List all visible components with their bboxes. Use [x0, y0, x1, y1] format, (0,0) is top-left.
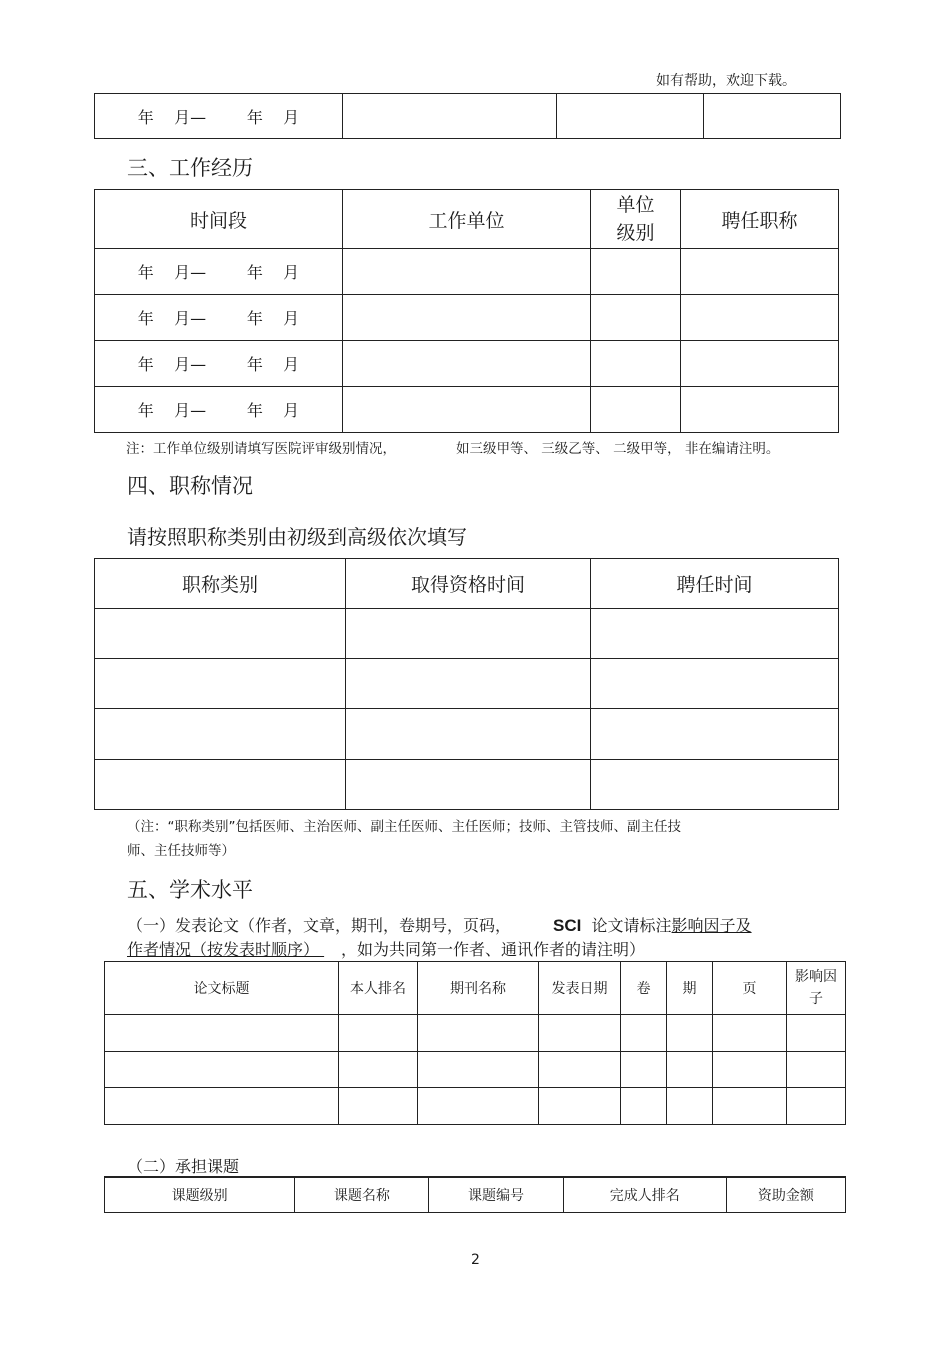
work-level-note-a: 注：工作单位级别请填写医院评审级别情况，	[126, 441, 396, 457]
table-row	[95, 659, 839, 709]
title-category-note-line1: （注：“职称类别”包括医师、主治医师、副主任医师、主任医师；技师、主管技师、副主任技	[127, 819, 681, 835]
date-range: 年 月— 年 月	[137, 401, 300, 420]
col-appointment-time: 聘任时间	[591, 559, 839, 609]
projects-table	[104, 1176, 846, 1213]
col-own-rank: 本人排名	[339, 962, 418, 1015]
col-appointed-title: 聘任职称	[681, 190, 839, 249]
work-history-table	[94, 189, 839, 433]
col-title-category: 职称类别	[95, 559, 346, 609]
col-pages: 页	[713, 962, 787, 1015]
section4-title: 四、职称情况	[127, 474, 253, 498]
page-number: 2	[471, 1252, 480, 1268]
date-range: 年 月— 年 月	[137, 355, 300, 374]
col-funding-amount: 资助金额	[726, 1177, 845, 1212]
table-row	[95, 341, 839, 387]
table-row	[95, 609, 839, 659]
table-row	[95, 295, 839, 341]
col-work-unit: 工作单位	[343, 190, 591, 249]
table-row	[105, 1052, 846, 1088]
date-range: 年 月— 年 月	[137, 309, 300, 328]
col-paper-title: 论文标题	[105, 962, 339, 1015]
table-row	[95, 760, 839, 810]
section4-instruction: 请按照职称类别由初级到高级依次填写	[127, 525, 467, 549]
table-row	[105, 1015, 846, 1052]
work-level-note-b: 如三级甲等、 三级乙等、 二级甲等， 非在编请注明。	[456, 441, 780, 457]
projects-title: （二）承担课题	[127, 1157, 240, 1176]
papers-intro-line1: （一）发表论文（作者，文章，期刊，卷期号，页码， SCI 论文请标注影响因子及	[127, 916, 752, 935]
papers-intro-line2: 作者情况（按发表时顺序） ，如为共同第一作者、通讯作者的请注明）	[127, 940, 646, 959]
section3-title: 三、工作经历	[127, 156, 253, 180]
date-range: 年 月— 年 月	[137, 107, 300, 127]
col-project-level: 课题级别	[105, 1177, 295, 1212]
title-info-table	[94, 558, 839, 810]
col-time-period: 时间段	[95, 190, 343, 249]
col-completer-rank: 完成人排名	[563, 1177, 726, 1212]
col-project-number: 课题编号	[429, 1177, 563, 1212]
papers-table	[104, 961, 846, 1125]
title-category-note-line2: 师、主任技师等）	[127, 843, 235, 859]
col-impact-factor: 影响因 子	[787, 962, 846, 1015]
col-unit-level: 单位 级别	[591, 190, 681, 249]
table-row	[95, 249, 839, 295]
table-row	[105, 1088, 846, 1125]
top-continuation-table	[94, 93, 841, 139]
section5-title: 五、学术水平	[127, 878, 253, 902]
help-text: 如有帮助，欢迎下载。	[656, 73, 796, 89]
col-journal-name: 期刊名称	[418, 962, 539, 1015]
table-row	[95, 387, 839, 433]
table-row	[95, 709, 839, 760]
col-publish-date: 发表日期	[539, 962, 621, 1015]
date-range: 年 月— 年 月	[137, 263, 300, 282]
col-issue: 期	[667, 962, 713, 1015]
sci-label: SCI	[553, 916, 582, 935]
col-volume: 卷	[621, 962, 667, 1015]
col-project-name: 课题名称	[295, 1177, 429, 1212]
col-qualification-time: 取得资格时间	[346, 559, 591, 609]
